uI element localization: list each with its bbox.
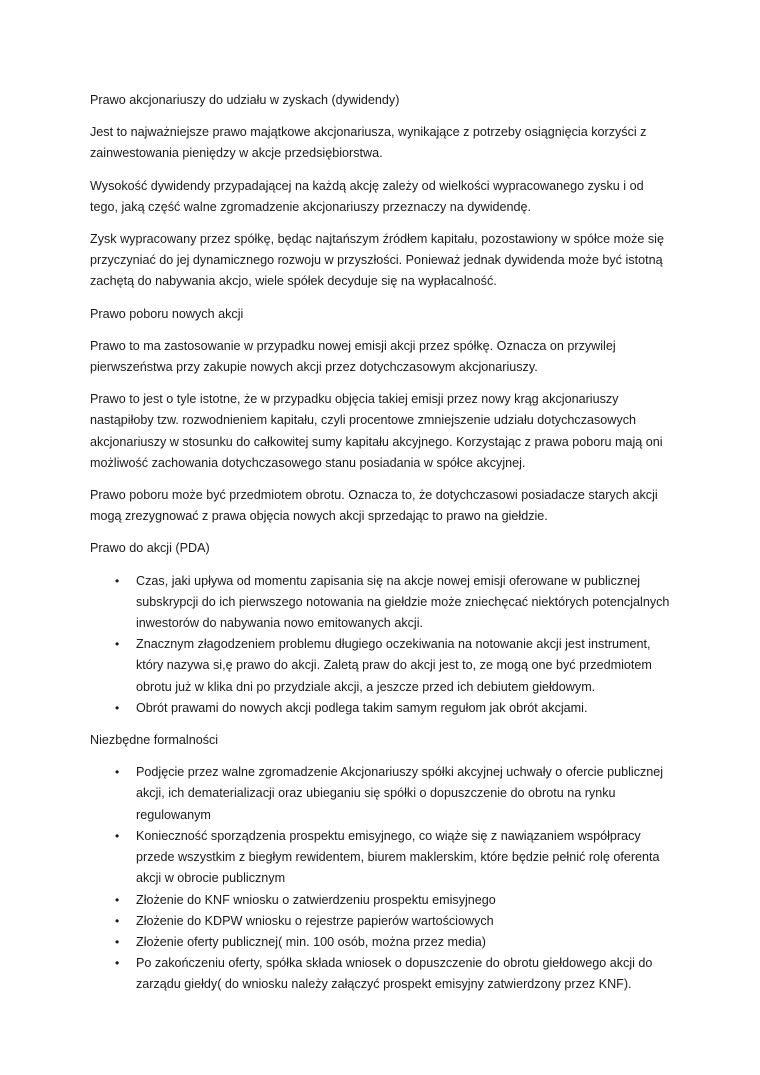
list-item-text: Czas, jaki upływa od momentu zapisania się na akcje nowej emisji oferowane w publicznej subskrypcji do ich pierwszego notowania na giełdzie może zniechęcać niektórych potencjalnych inwestorów do nabywania nowo emitowanych akcji.	[136, 573, 670, 631]
section-heading-preemptive-rights: Prawo poboru nowych akcji	[90, 306, 244, 321]
list-item	[90, 634, 675, 698]
list-item	[90, 698, 675, 719]
bullet-icon: •	[115, 913, 120, 928]
section-heading-pda: Prawo do akcji (PDA)	[90, 541, 210, 556]
paragraph: Prawo to ma zastosowanie w przypadku nowej emisji akcji przez spółkę. Oznacza on przywilej pierwszeństwa przy zakupie nowych akcji przez dotychczasowym akcjonariuszy.	[90, 338, 616, 375]
list-item-text: Znacznym złagodzeniem problemu długiego oczekiwania na notowanie akcji jest instrument, który nazywa si,ę prawo do akcji. Zaletą praw do akcji jest to, ze mogą one być przedmiotem obrotu już w klika dni po przydziale akcji, a jeszcze przed ich debiutem giełdowym.	[136, 637, 652, 694]
bullet-icon: •	[115, 934, 120, 949]
paragraph: Zysk wypracowany przez spółkę, będąc najtańszym źródłem kapitału, pozostawiony w spółce może się przyczyniać do jej dynamicznego rozwoju w przyszłości. Ponieważ jednak dywidenda może być istotną zachętą do nabywania akcjo, wiele spółek decyduje się na wypłacalność.	[90, 232, 664, 289]
section-heading-formalities: Niezbędne formalności	[90, 733, 219, 748]
list-item-text: Podjęcie przez walne zgromadzenie Akcjonariuszy spółki akcyjnej uchwały o ofercie publicznej akcji, ich dematerializacji oraz ubieganiu się spółki o dopuszczenie do obrotu na rynku regulowanym	[136, 765, 664, 822]
paragraph: Jest to najważniejsze prawo majątkowe akcjonariusza, wynikające z potrzeby osiągnięcia korzyści z zainwestowania pieniędzy w akcje przedsiębiorstwa.	[90, 125, 647, 161]
list-item	[90, 932, 675, 953]
list-item-text: Złożenie do KNF wniosku o zatwierdzeniu prospektu emisyjnego	[136, 892, 496, 907]
list-item-text: Konieczność sporządzenia prospektu emisyjnego, co wiąże się z nawiązaniem współpracy przede wszystkim z biegłym rewidentem, biurem maklerskim, które będzie pełnić rolę oferenta akcji w obrocie publicznym	[136, 828, 660, 886]
document-page	[90, 90, 675, 1007]
list-item-text: Po zakończeniu oferty, spółka składa wniosek o dopuszczenie do obrotu giełdowego akcji do zarządu giełdy( do wniosku należy załączyć prospekt emisyjny zatwierdzony przez KNF).	[136, 956, 653, 992]
list-item	[90, 953, 675, 995]
paragraph: Prawo to jest o tyle istotne, że w przypadku objęcia takiej emisji przez nowy krąg akcjonariuszy nastąpiłoby tzw. rozwodnieniem kapitału, czyli procentowe zmniejszenie udziału dotychczasowych akcjonariuszy w stosunku do całkowitej sumy kapitału akcyjnego. Korzystając z prawa poboru mają oni możliwość zachowania dotychczasowego stanu posiadania w spółce akcyjnej.	[90, 392, 663, 470]
list-item	[90, 890, 675, 911]
paragraph: Prawo poboru może być przedmiotem obrotu. Oznacza to, że dotychczasowi posiadacze starych akcji mogą zrezygnować z prawa objęcia nowych akcji sprzedając to prawo na giełdzie.	[90, 488, 658, 524]
list-item	[90, 826, 675, 890]
section-heading-dividends: Prawo akcjonariuszy do udziału w zyskach (dywidendy)	[90, 93, 400, 107]
list-item	[90, 911, 675, 932]
bullet-icon: •	[115, 892, 120, 907]
bullet-icon: •	[115, 828, 120, 843]
bullet-list-formalities	[90, 762, 675, 995]
bullet-icon: •	[115, 573, 120, 588]
list-item	[90, 571, 675, 635]
bullet-icon: •	[115, 637, 120, 652]
bullet-icon: •	[115, 956, 120, 971]
bullet-list-pda	[90, 571, 675, 719]
bullet-icon: •	[115, 765, 120, 780]
list-item	[90, 762, 675, 826]
bullet-icon: •	[115, 700, 120, 715]
list-item-text: Złożenie oferty publicznej( min. 100 osób, można przez media)	[136, 934, 486, 949]
list-item-text: Obrót prawami do nowych akcji podlega takim samym regułom jak obrót akcjami.	[136, 700, 588, 715]
list-item-text: Złożenie do KDPW wniosku o rejestrze papierów wartościowych	[136, 913, 494, 928]
paragraph: Wysokość dywidendy przypadającej na każdą akcję zależy od wielkości wypracowanego zysku i od tego, jaką część walne zgromadzenie akcjonariuszy przeznaczy na dywidendę.	[90, 178, 644, 214]
